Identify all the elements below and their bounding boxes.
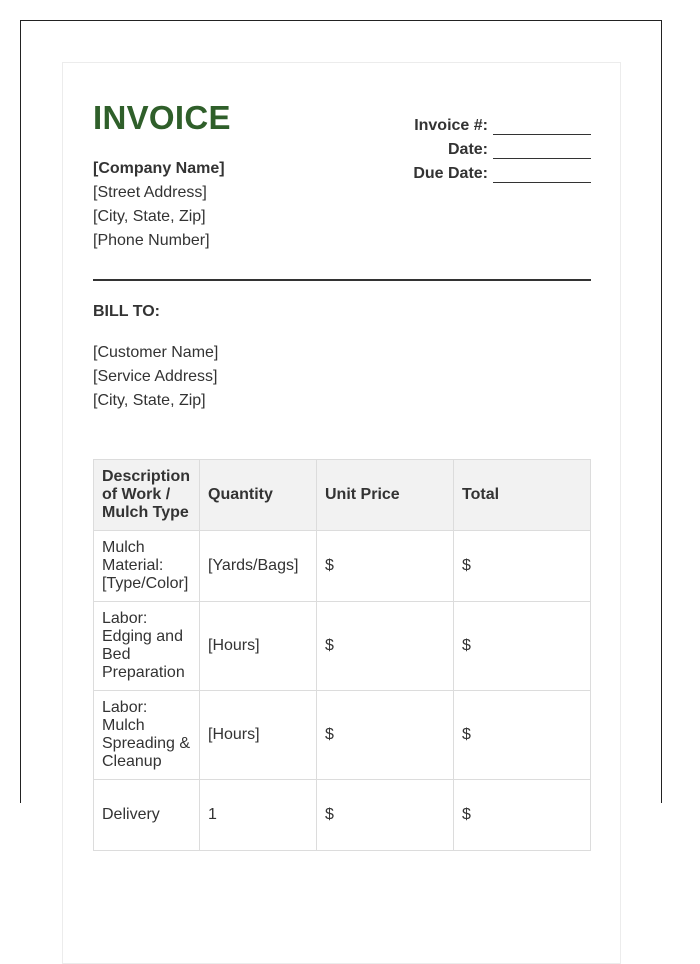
company-block [93,157,225,253]
invoice-number-field[interactable] [493,116,591,135]
company-phone: [Phone Number] [93,232,210,249]
description-column-header: Description of Work / Mulch Type [94,460,200,531]
invoice-date-row [331,135,591,159]
company-street: [Street Address] [93,184,207,201]
document-viewport [20,20,662,823]
row-description: Delivery [94,780,200,851]
row-unit-price: $ [317,602,454,691]
due-date-row [331,159,591,183]
row-unit-price: $ [317,531,454,602]
table-row [94,691,591,780]
row-total: $ [454,780,591,851]
invoice-page [62,62,621,964]
due-date-field[interactable] [493,164,591,183]
quantity-column-header: Quantity [200,460,317,531]
invoice-date-field[interactable] [493,140,591,159]
invoice-title: INVOICE [93,99,231,136]
row-total: $ [454,691,591,780]
table-header-row [94,460,591,531]
row-quantity: 1 [200,780,317,851]
row-quantity: [Hours] [200,602,317,691]
header-divider [93,279,591,281]
table-row [94,602,591,691]
table-row [94,780,591,851]
invoice-date-label: Date: [447,141,488,158]
customer-name: [Customer Name] [93,344,219,361]
line-items-table [93,459,591,851]
customer-block [93,341,218,413]
invoice-meta [331,111,591,183]
company-city: [City, State, Zip] [93,208,206,225]
total-column-header: Total [454,460,591,531]
row-quantity: [Hours] [200,691,317,780]
row-unit-price: $ [317,780,454,851]
row-description: Labor: Mulch Spreading & Cleanup [94,691,200,780]
row-quantity: [Yards/Bags] [200,531,317,602]
row-description: Mulch Material: [Type/Color] [94,531,200,602]
unit-price-column-header: Unit Price [317,460,454,531]
bill-to-label: BILL TO: [93,303,160,320]
company-name: [Company Name] [93,160,225,177]
table-row [94,531,591,602]
due-date-label: Due Date: [413,165,488,182]
service-address: [Service Address] [93,368,218,385]
invoice-number-label: Invoice #: [414,117,488,134]
customer-city: [City, State, Zip] [93,392,206,409]
row-description: Labor: Edging and Bed Preparation [94,602,200,691]
row-total: $ [454,602,591,691]
row-total: $ [454,531,591,602]
invoice-number-row [331,111,591,135]
row-unit-price: $ [317,691,454,780]
